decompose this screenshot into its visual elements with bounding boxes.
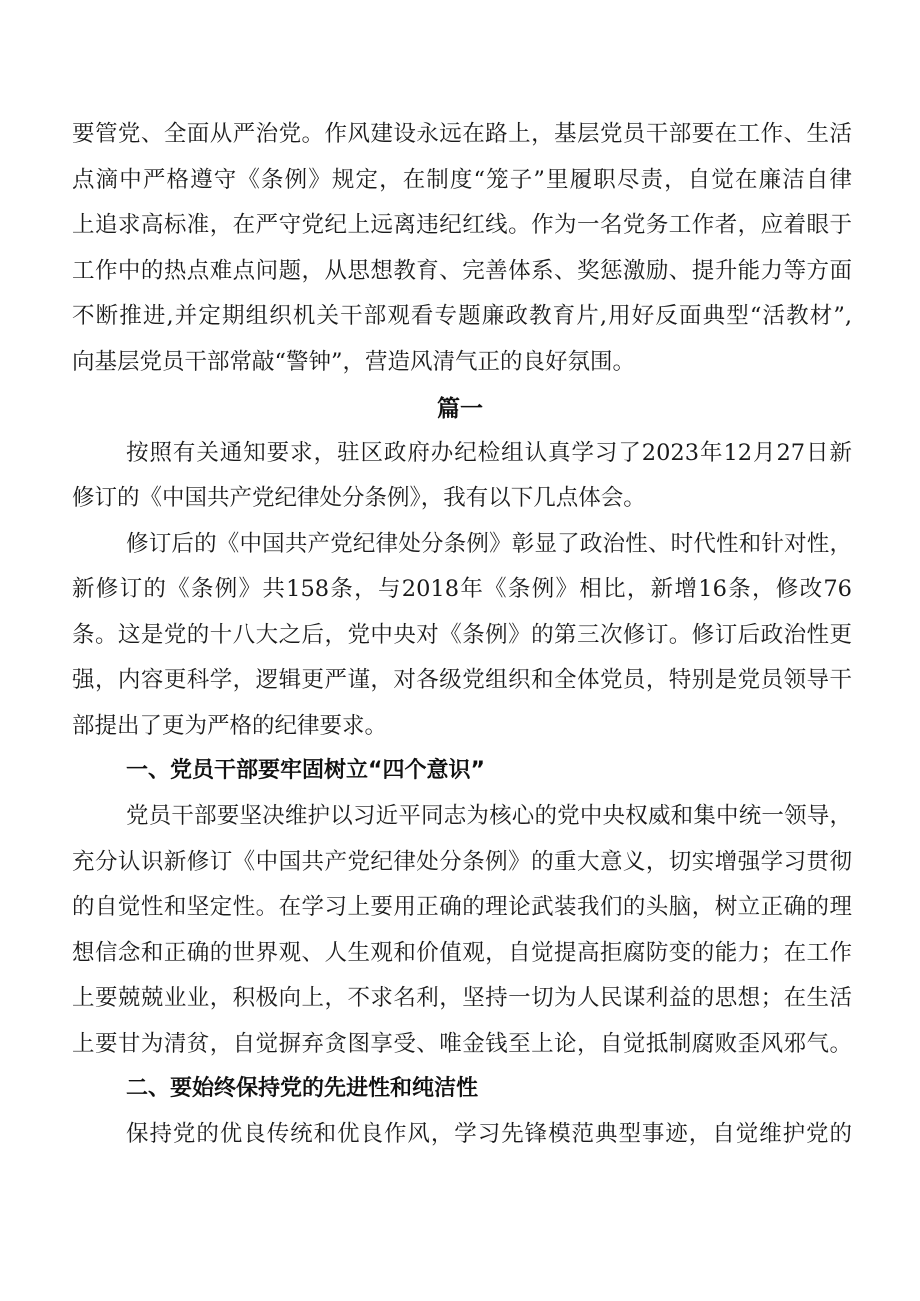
body-text-line: 不断推进,并定期组织机关干部观看专题廉政教育片,用好反面典型“活教材”, xyxy=(72,303,852,329)
body-text-line: 保持党的优良传统和优良作风，学习先锋模范典型事迹，自觉维护党的 xyxy=(126,1121,852,1147)
subsection-heading: 一、党员干部要牢固树立“四个意识” xyxy=(126,758,485,783)
body-text-line: 新修订的《条例》共158条，与2018年《条例》相比，新增16条，修改76 xyxy=(72,576,852,602)
body-text-line: 强，内容更科学，逻辑更严谨，对各级党组织和全体党员，特别是党员领导干 xyxy=(72,667,852,693)
subsection-heading: 二、要始终保持党的先进性和纯洁性 xyxy=(126,1076,479,1101)
body-text-line: 上追求高标准，在严守党纪上远离违纪红线。作为一名党务工作者，应着眼于 xyxy=(72,212,852,238)
body-text-line: 要管党、全面从严治党。作风建设永远在路上，基层党员干部要在工作、生活 xyxy=(72,121,852,147)
body-text-line: 点滴中严格遵守《条例》规定，在制度“笼子”里履职尽责，自觉在廉洁自律 xyxy=(72,167,852,193)
body-text-line: 党员干部要坚决维护以习近平同志为核心的党中央权威和集中统一领导， xyxy=(126,803,852,829)
body-text-line: 修订的《中国共产党纪律处分条例》，我有以下几点体会。 xyxy=(72,485,646,511)
section-title: 篇一 xyxy=(437,396,483,422)
body-text-line: 向基层党员干部常敲“警钟”，营造风清气正的良好氛围。 xyxy=(72,349,636,375)
body-text-line: 按照有关通知要求，驻区政府办纪检组认真学习了2023年12月27日新 xyxy=(126,440,852,466)
body-text-line: 的自觉性和坚定性。在学习上要用正确的理论武装我们的头脑，树立正确的理 xyxy=(72,894,852,920)
body-text-line: 充分认识新修订《中国共产党纪律处分条例》的重大意义，切实增强学习贯彻 xyxy=(72,849,852,875)
body-text-line: 上要甘为清贫，自觉摒弃贪图享受、唯金钱至上论，自觉抵制腐败歪风邪气。 xyxy=(72,1031,852,1057)
body-text-line: 修订后的《中国共产党纪律处分条例》彰显了政治性、时代性和针对性， xyxy=(126,531,852,557)
body-text-line: 部提出了更为严格的纪律要求。 xyxy=(72,713,388,739)
body-text-line: 工作中的热点难点问题，从思想教育、完善体系、奖惩激励、提升能力等方面 xyxy=(72,258,852,284)
body-text-line: 想信念和正确的世界观、人生观和价值观，自觉提高拒腐防变的能力；在工作 xyxy=(72,940,852,966)
body-text-line: 上要兢兢业业，积极向上，不求名利，坚持一切为人民谋利益的思想；在生活 xyxy=(72,985,852,1011)
body-text-line: 条。这是党的十八大之后，党中央对《条例》的第三次修订。修订后政治性更 xyxy=(72,622,852,648)
